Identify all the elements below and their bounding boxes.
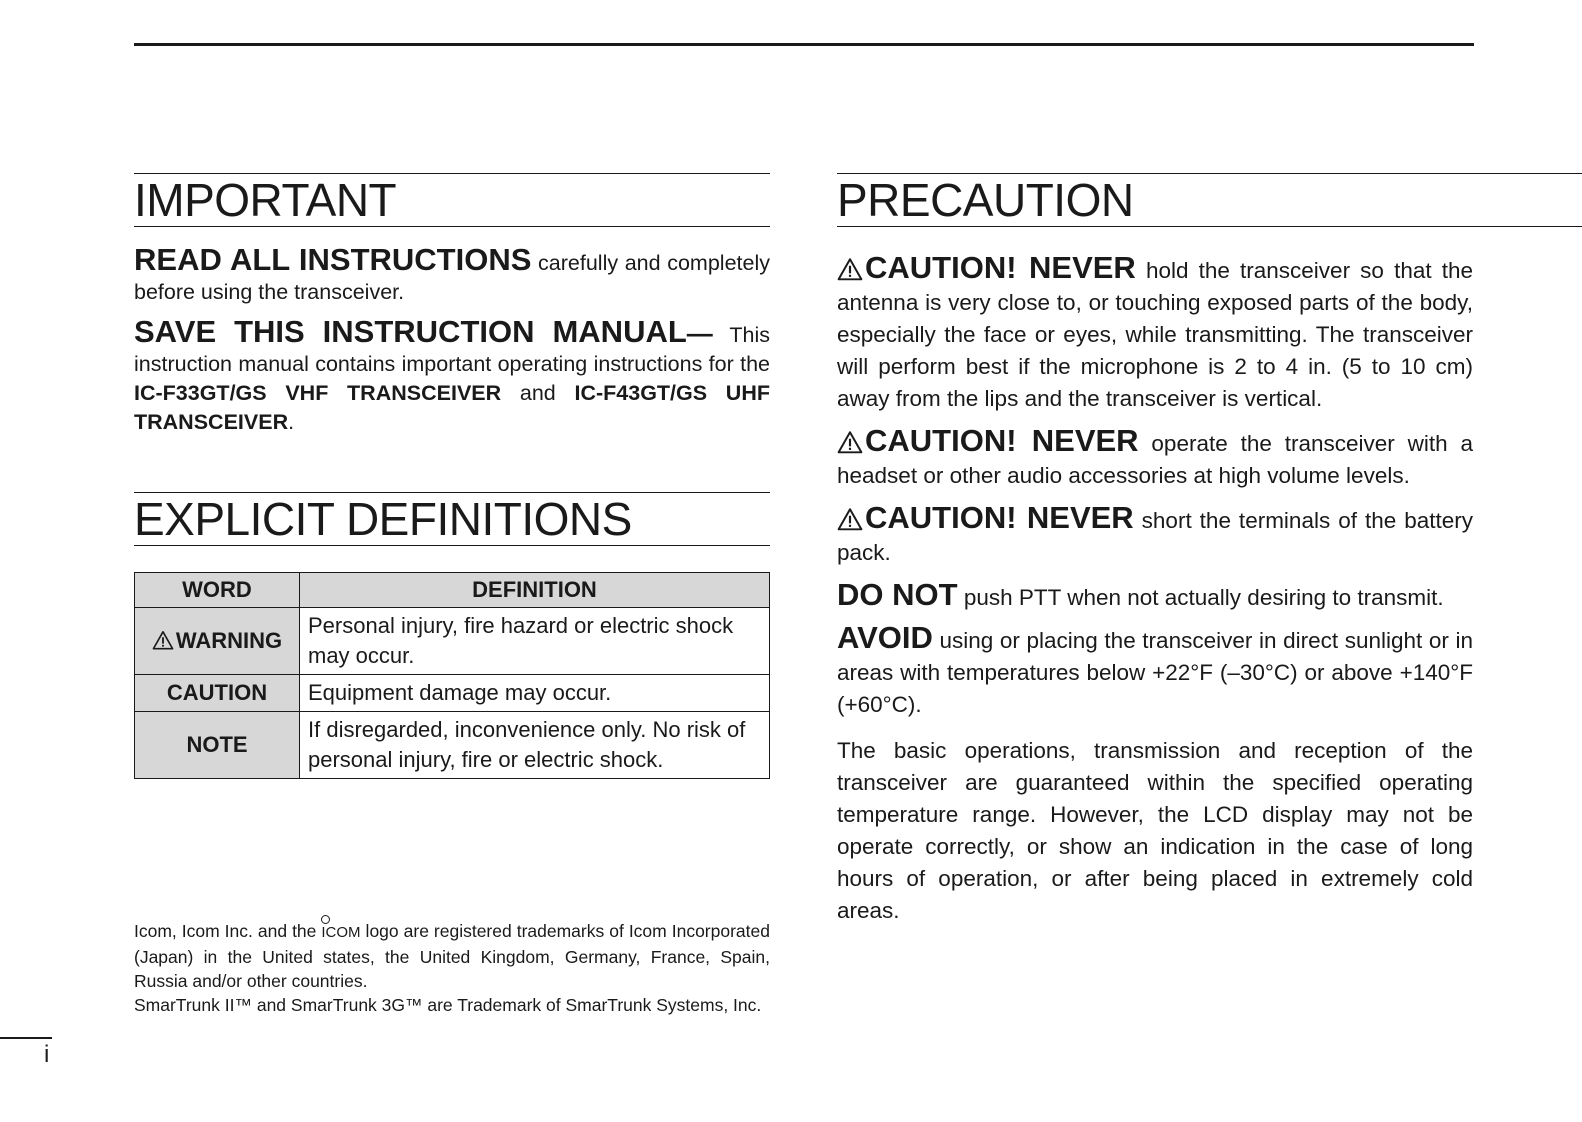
- page-number-rule: [0, 1037, 52, 1039]
- table-row: [135, 712, 770, 779]
- caution-lead: CAUTION! NEVER: [865, 250, 1136, 285]
- caution-lead: CAUTION! NEVER: [865, 500, 1134, 535]
- icom-logo: ICOM: [321, 924, 361, 941]
- save-manual-dash: —: [686, 318, 730, 348]
- caution-triangle-icon: [837, 257, 863, 281]
- warning-triangle-icon: [152, 630, 174, 650]
- word-column-header: WORD: [135, 573, 300, 608]
- save-manual-text-1: This instruction manual contains important operating instructions for the: [134, 323, 770, 376]
- precaution-heading: PRECAUTION: [837, 173, 1582, 227]
- word-warning-label: WARNING: [175, 628, 283, 653]
- uhf-model-name: IC-F43GT/GS UHF TRANSCEIVER: [134, 381, 770, 434]
- avoid-lead: AVOID: [837, 620, 933, 655]
- explicit-definitions-heading: EXPLICIT DEFINITIONS: [134, 492, 770, 546]
- page-number: i: [44, 1041, 50, 1068]
- precaution-battery: [837, 502, 1473, 569]
- precaution-antenna-text: hold the transceiver so that the antenna is very close to, or touching exposed parts of the body, especially the face or eyes, while transmitting. The transceiver will perform best if the microphone is 2 to 4 in. (5 to 10 cm) away from the lips and the transceiver is vertical.: [837, 258, 1473, 411]
- caution-triangle-icon: [837, 430, 863, 454]
- precaution-battery-text: short the terminals of the battery pack.: [837, 508, 1473, 565]
- top-rule: [134, 43, 1474, 46]
- precaution-antenna: [837, 252, 1473, 415]
- precaution-sunlight: [837, 622, 1473, 721]
- trademark-smartrunk: SmarTrunk II™ and SmarTrunk 3G™ are Trademark of SmarTrunk Systems, Inc.: [134, 995, 762, 1015]
- definition-column-header: DEFINITION: [300, 573, 770, 608]
- read-all-instructions-text: carefully and completely before using the transceiver.: [134, 251, 770, 304]
- definitions-table: [134, 572, 770, 779]
- word-cell-warning: [135, 608, 300, 675]
- read-all-instructions-lead: READ ALL INSTRUCTIONS: [134, 242, 532, 277]
- do-not-lead: DO NOT: [837, 577, 958, 612]
- trademark-icom: [134, 919, 770, 993]
- trademark-icom-text-a: Icom, Icom Inc. and the: [134, 921, 322, 941]
- precaution-headset: [837, 425, 1473, 492]
- trademark-icom-text-b: logo are registered trademarks of Icom Incorporated (Japan) in the United states, the United Kingdom, Germany, France, Spain, Russia and/or other countries.: [134, 921, 770, 991]
- important-heading: IMPORTANT: [134, 173, 770, 227]
- word-cell-caution: CAUTION: [135, 675, 300, 712]
- precaution-sunlight-text: using or placing the transceiver in direct sunlight or in areas with temperatures below +22°F (–30°C) or above +140°F (+60°C).: [837, 628, 1473, 717]
- left-column: [134, 173, 770, 779]
- word-cell-note: NOTE: [135, 712, 300, 779]
- precaution-ptt: [837, 579, 1473, 614]
- precaution-headset-text: operate the transceiver with a headset or other audio accessories at high volume levels.: [837, 431, 1473, 488]
- precaution-ptt-text: push PTT when not actually desiring to transmit.: [957, 585, 1444, 610]
- definition-cell: Personal injury, fire hazard or electric shock may occur.: [300, 608, 770, 675]
- vhf-model-name: IC-F33GT/GS VHF TRANSCEIVER: [134, 381, 502, 405]
- table-header-row: [135, 573, 770, 608]
- save-manual-lead: SAVE THIS INSTRUCTION MANUAL: [134, 314, 687, 349]
- important-paragraph-save: [134, 314, 770, 437]
- save-manual-text-2: and: [501, 381, 575, 405]
- table-row: [135, 608, 770, 675]
- caution-lead: CAUTION! NEVER: [865, 423, 1139, 458]
- definition-cell: Equipment damage may occur.: [300, 675, 770, 712]
- caution-triangle-icon: [837, 507, 863, 531]
- important-paragraph-read: [134, 242, 770, 307]
- save-manual-text-3: .: [288, 410, 295, 434]
- trademark-footer: [134, 919, 770, 1017]
- precaution-temperature-note: The basic operations, transmission and reception of the transceiver are guaranteed within the specified operating temperature range. However, the LCD display may not be operate correctly, or show an indication in the case of long hours of operation, or after being placed in extremely cold areas.: [837, 738, 1473, 923]
- right-column: [837, 173, 1582, 927]
- definition-cell: If disregarded, inconvenience only. No risk of personal injury, fire or electric shock.: [300, 712, 770, 779]
- table-row: [135, 675, 770, 712]
